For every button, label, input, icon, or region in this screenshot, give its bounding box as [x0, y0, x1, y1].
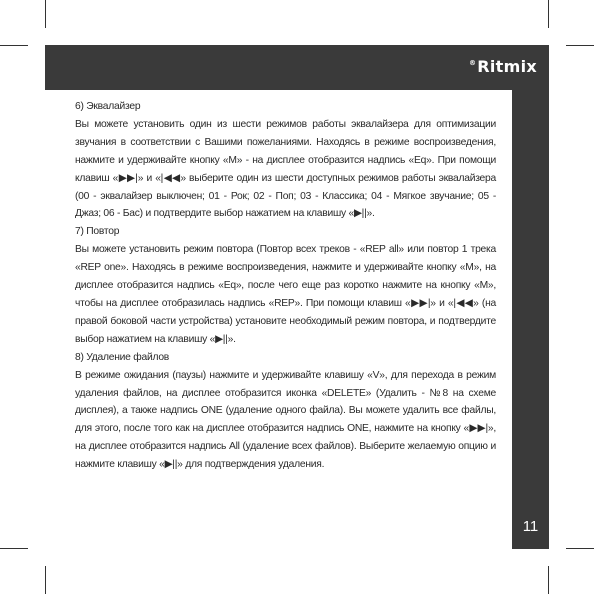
crop-mark — [566, 45, 594, 46]
crop-mark — [548, 566, 549, 594]
brand-logo: ®Ritmix — [468, 57, 537, 76]
section-body: Вы можете установить режим повтора (Повтор всех треков - «REP all» или повтор 1 трека «REP one». Находясь в режиме воспроизведения, нажмите и удерживайте кнопку «М», на дисплее отобразится надпись «Eq», после чего еще раз коротко нажмите на кнопку «М», чтобы на дисплее отобразилась надпись «REP». При помощи клавиш «▶▶|» и «|◀◀» (на правой боковой части устройства) установите необходимый режим повтора, и подтвердите выбор нажатием на клавишу «▶||». — [75, 244, 496, 345]
side-bar — [512, 90, 549, 549]
page-number: 11 — [522, 518, 539, 535]
manual-content — [75, 98, 496, 474]
section-heading: 8) Удаление файлов — [75, 351, 170, 363]
crop-mark — [45, 566, 46, 594]
crop-mark — [0, 45, 28, 46]
header-bar — [45, 45, 549, 90]
crop-mark — [566, 548, 594, 549]
crop-mark — [45, 0, 46, 28]
section-body: В режиме ожидания (паузы) нажмите и удерживайте клавишу «V», для перехода в режим удаления файлов, на дисплее отобразится иконка «DELETE» (Удалить - №8 на схеме дисплея), а также надпись ONE (удаление одного файла). Вы можете удалить все файлы, для этого, после того как на дисплее отобразится надпись ONE, нажмите на кнопку «▶▶|», на дисплее отобразится надпись All (удаление всех файлов). Выберите желаемую опцию и нажмите клавишу «▶||» для подтверждения удаления. — [75, 369, 496, 471]
section-heading: 6) Эквалайзер — [75, 101, 141, 112]
section-heading: 7) Повтор — [75, 226, 120, 238]
crop-mark — [0, 548, 28, 549]
crop-mark — [548, 0, 549, 28]
section-body: Вы можете установить один из шести режимов работы эквалайзера для оптимизации звучания в соответствии с Вашими пожеланиями. Находясь в режиме воспроизведения, нажмите и удерживайте кнопку «М» - на дисплее отобразится надпись «Eq». При помощи клавиш «▶▶|» и «|◀◀» выберите один из шести доступных режимов работы эквалайзера (00 - эквалайзер выключен; 01 - Рок; 02 - Поп; 03 - Классика; 04 - Мягкое звучание; 05 - Джаз; 06 - Бас) и подтвердите выбор нажатием на клавишу «▶||». — [75, 118, 496, 220]
